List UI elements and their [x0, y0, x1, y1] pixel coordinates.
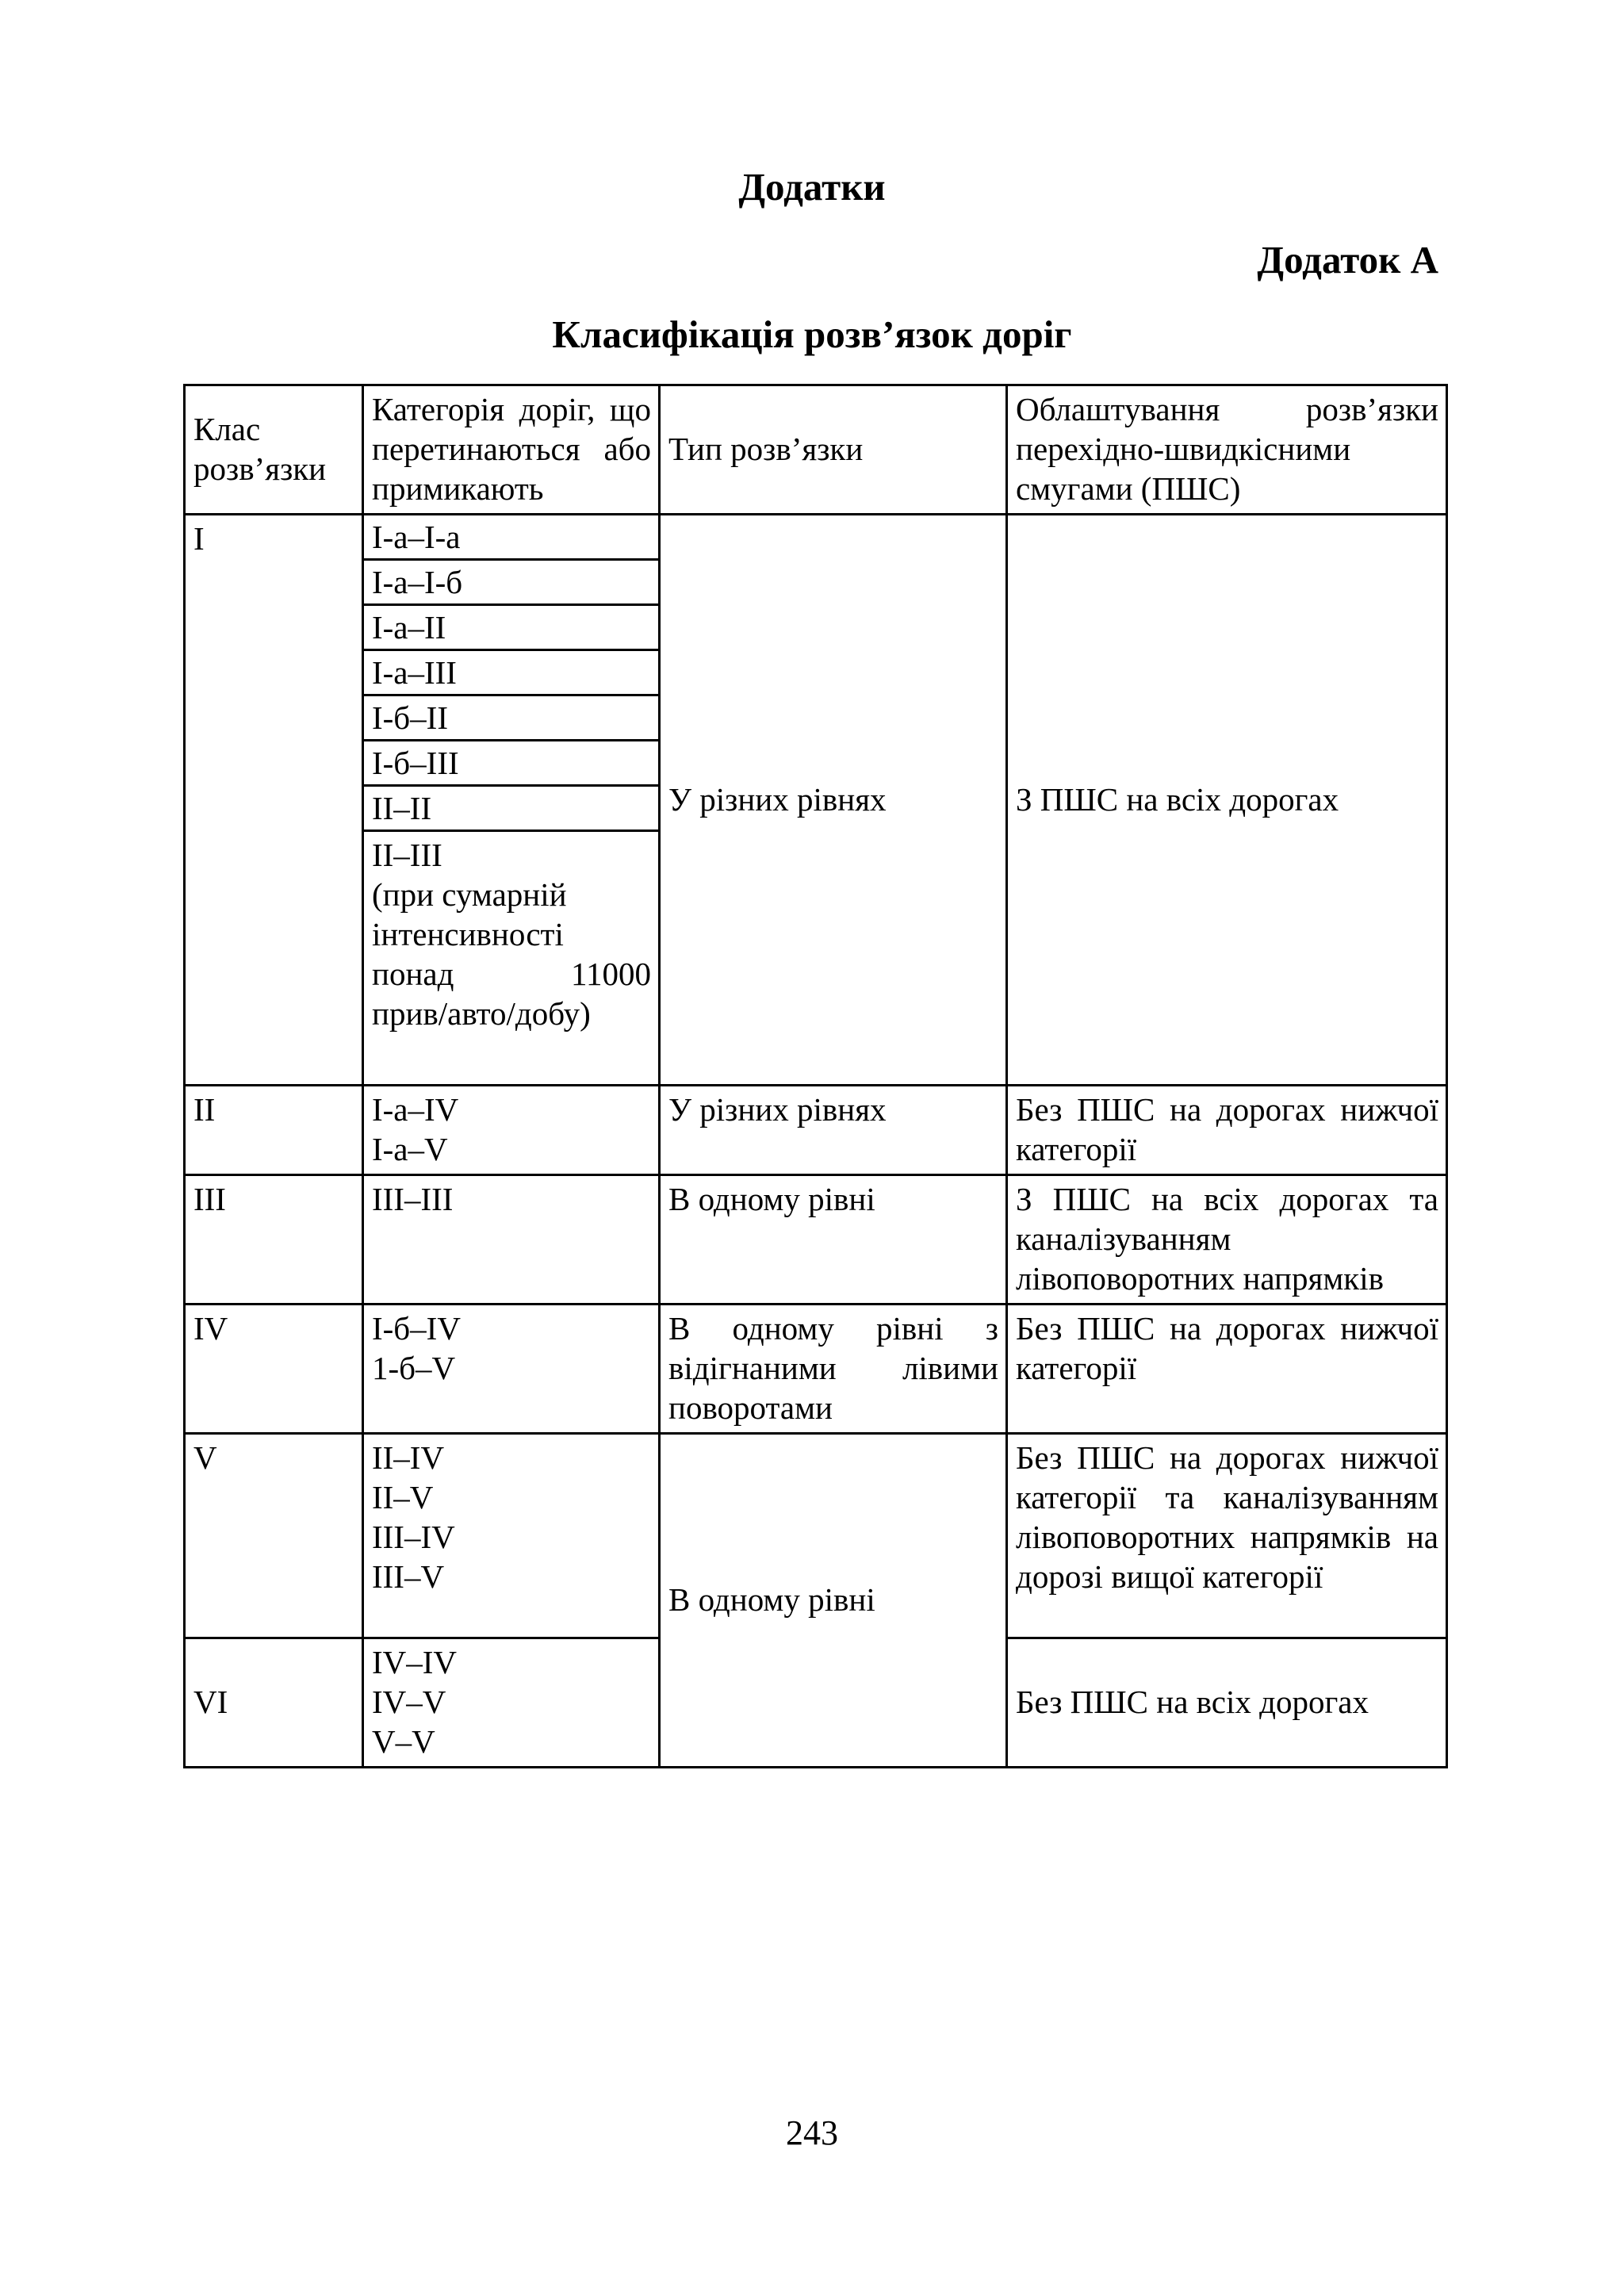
category-cell: І-б–ІІІ	[363, 741, 660, 786]
category-line: V–V	[372, 1723, 435, 1760]
category-note-line	[372, 954, 651, 994]
category-line: ІІІ–V	[372, 1558, 445, 1595]
appendix-label: Додаток А	[1257, 238, 1438, 282]
category-line: ІІ–ІІІ	[372, 837, 442, 873]
equipment-cell: Без ПШС на дорогах нижчої категорії	[1007, 1305, 1447, 1434]
header-type: Тип розв’язки	[660, 385, 1007, 515]
equipment-cell: Без ПШС на всіх дорогах	[1007, 1638, 1447, 1768]
category-cell	[363, 1434, 660, 1638]
class-cell: II	[185, 1086, 363, 1175]
type-cell: В одному рівні	[660, 1434, 1007, 1768]
category-line: 1-б–V	[372, 1350, 456, 1386]
equipment-cell: Без ПШС на дорогах нижчої категорії	[1007, 1086, 1447, 1175]
category-line: ІІІ–ІV	[372, 1519, 455, 1555]
category-line: ІV–V	[372, 1684, 446, 1720]
header-category: Категорія доріг, що перетинаються або примикають	[363, 385, 660, 515]
category-cell	[363, 1086, 660, 1175]
table-row	[185, 1086, 1447, 1175]
category-line: І-б–ІV	[372, 1310, 461, 1347]
category-line: І-а–ІV	[372, 1091, 459, 1128]
table-row	[185, 1175, 1447, 1305]
category-line: ІV–ІV	[372, 1644, 458, 1680]
equipment-cell: З ПШС на всіх дорогах та каналізуванням лівоповоротних напрямків	[1007, 1175, 1447, 1305]
category-cell: І-а–ІІІ	[363, 650, 660, 695]
table-title: Класифікація розв’язок доріг	[552, 312, 1072, 356]
category-note-word: понад	[372, 956, 454, 992]
category-cell	[363, 1305, 660, 1434]
category-note-line: (при сумарній	[372, 876, 567, 913]
table-row	[185, 515, 1447, 560]
table-row	[185, 1434, 1447, 1638]
class-cell: III	[185, 1175, 363, 1305]
category-cell: І-а–І-б	[363, 560, 660, 605]
type-cell: У різних рівнях	[660, 515, 1007, 1086]
class-cell: VI	[185, 1638, 363, 1768]
category-line: ІІ–V	[372, 1479, 434, 1515]
category-note-line: інтенсивності	[372, 916, 564, 952]
category-line: ІІ–ІV	[372, 1439, 445, 1476]
class-cell: IV	[185, 1305, 363, 1434]
category-line: І-а–V	[372, 1131, 448, 1167]
category-cell: ІІІ–ІІІ	[363, 1175, 660, 1305]
table-row	[185, 1305, 1447, 1434]
category-cell-with-note	[363, 831, 660, 1086]
header-equipment: Облаштування розв’язки перехідно-швидкісними смугами (ПШС)	[1007, 385, 1447, 515]
category-cell: І-а–І-а	[363, 515, 660, 560]
category-note-line: прив/авто/добу)	[372, 995, 591, 1032]
header-class: Клас розв’язки	[185, 385, 363, 515]
type-cell: У різних рівнях	[660, 1086, 1007, 1175]
type-cell: В одному рівні	[660, 1175, 1007, 1305]
type-cell: В одному рівні з відігнаними лівими поворотами	[660, 1305, 1007, 1434]
category-cell: І-б–ІІ	[363, 695, 660, 741]
page-number: 243	[786, 2113, 838, 2152]
equipment-cell: З ПШС на всіх дорогах	[1007, 515, 1447, 1086]
road-junction-classification-table	[183, 384, 1448, 1768]
table-header-row	[185, 385, 1447, 515]
category-note-word: 11000	[571, 956, 651, 992]
category-cell: ІІ–ІІ	[363, 786, 660, 831]
section-title: Додатки	[738, 165, 886, 209]
equipment-cell: Без ПШС на дорогах нижчої категорії та каналізуванням лівоповоротних напрямків на дорозі вищої категорії	[1007, 1434, 1447, 1638]
class-cell: V	[185, 1434, 363, 1638]
category-cell	[363, 1638, 660, 1768]
category-cell: І-а–ІІ	[363, 605, 660, 650]
class-cell: I	[185, 515, 363, 1086]
